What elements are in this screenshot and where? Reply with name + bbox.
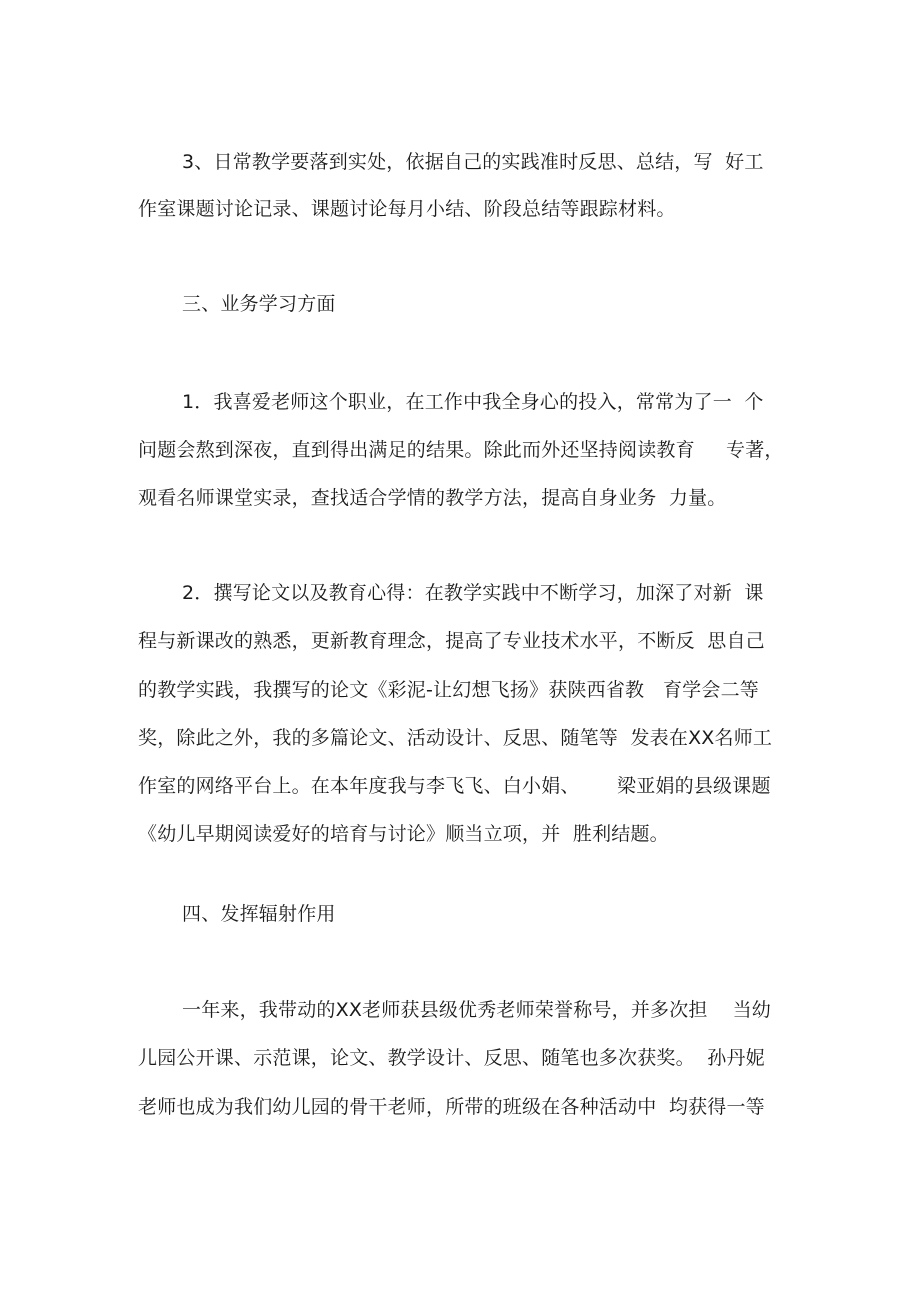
- section-4-heading: 四、发挥辐射作用: [182, 903, 336, 925]
- section-3-heading: 三、业务学习方面: [182, 293, 336, 315]
- item-1-line-1: 1．我喜爱老师这个职业，在工作中我全身心的投入，常常为了一 个: [182, 391, 764, 413]
- paragraph-4-line-2: 儿园公开课、示范课，论文、教学设计、反思、随笔也多次获奖。 孙丹妮: [138, 1047, 765, 1069]
- item-2-line-3: 的教学实践，我撰写的论文《彩泥-让幻想飞扬》获陕西省教 育学会二等: [138, 679, 759, 701]
- item-1-line-3: 观看名师课堂实录，查找适合学情的教学方法，提高自身业务 力量。: [138, 487, 727, 509]
- paragraph-3-line-1: 3、日常教学要落到实处，依据自己的实践准时反思、总结，写 好工: [182, 151, 764, 173]
- item-2-line-4: 奖，除此之外，我的多篇论文、活动设计、反思、随笔等 发表在XX名师工: [138, 727, 773, 749]
- item-2-line-2: 程与新课改的熟悉，更新教育理念，提高了专业技术水平，不断反 思自己: [138, 630, 765, 652]
- item-2-line-1: 2．撰写论文以及教育心得：在教学实践中不断学习，加深了对新 课: [182, 582, 764, 604]
- item-2-line-6: 《幼儿早期阅读爱好的培育与讨论》顺当立项，并 胜利结题。: [138, 823, 669, 845]
- paragraph-3-line-2: 作室课题讨论记录、课题讨论每月小结、阶段总结等跟踪材料。: [138, 198, 676, 220]
- paragraph-4-line-1: 一年来，我带动的XX老师获县级优秀老师荣誉称号，并多次担 当幼: [182, 999, 771, 1021]
- item-2-line-5: 作室的网络平台上。在本年度我与李飞飞、白小娟、 梁亚娟的县级课题: [138, 775, 771, 797]
- item-1-line-2: 问题会熬到深夜，直到得出满足的结果。除此而外还坚持阅读教育 专著，: [138, 439, 784, 461]
- paragraph-4-line-3: 老师也成为我们幼儿园的骨干老师，所带的班级在各种活动中 均获得一等: [138, 1096, 765, 1118]
